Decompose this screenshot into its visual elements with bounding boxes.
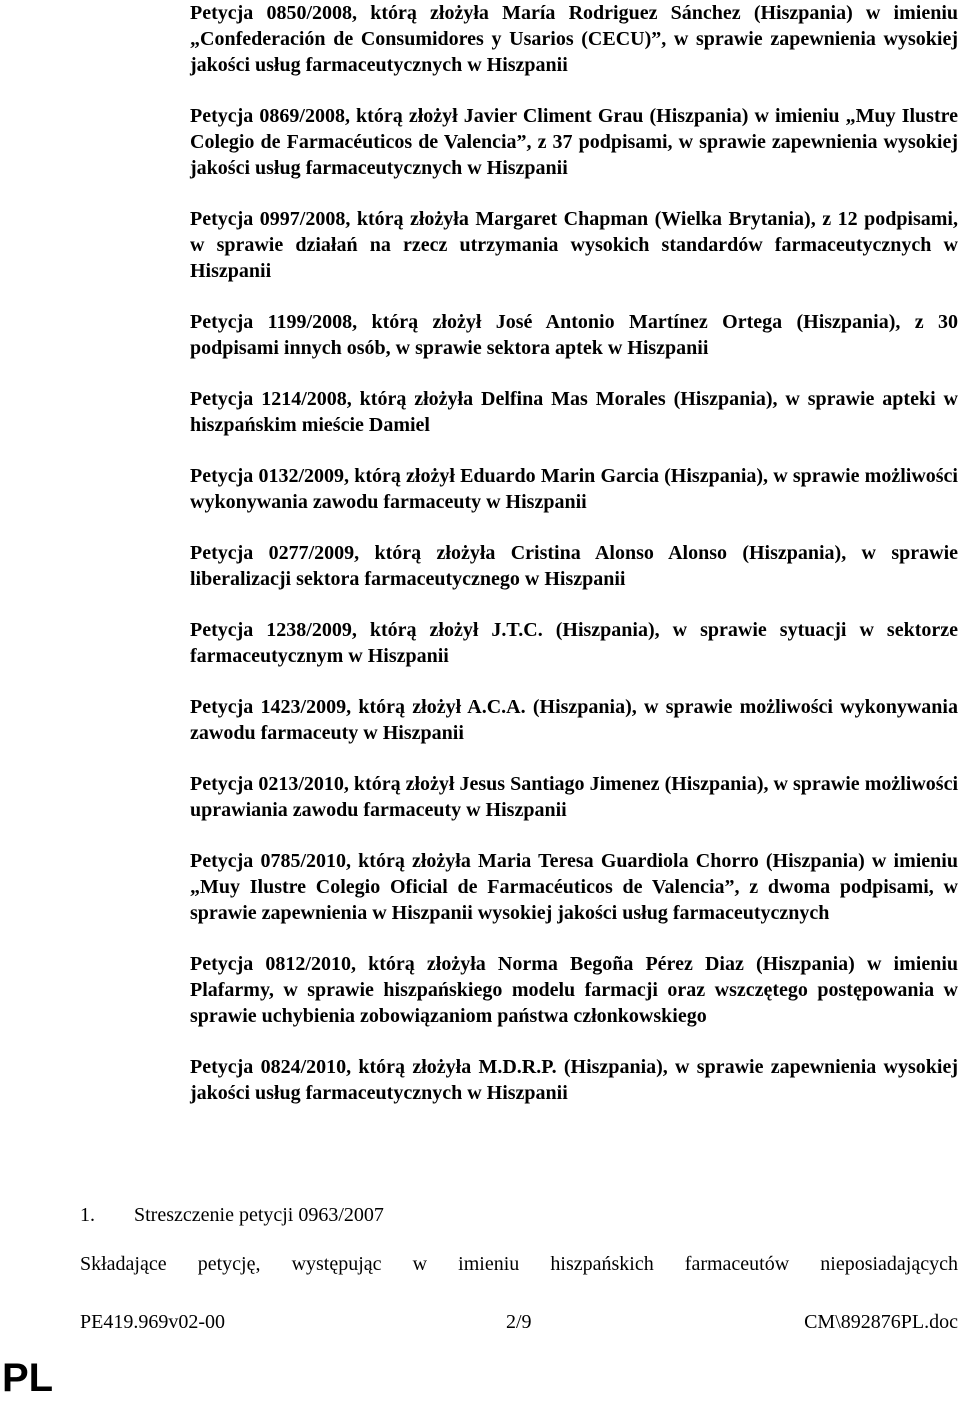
footer-doc-ref: PE419.969v02-00 (80, 1311, 225, 1333)
petition-item: Petycja 0869/2008, którą złożył Javier Climent Grau (Hiszpania) w imieniu „Muy Ilustre Colegio de Farmacéuticos de Valencia”, z 37 podpisami, w sprawie zapewnienia wysokiej jakości usług farmaceutycznych w Hiszpanii (190, 105, 958, 179)
petition-item: Petycja 0812/2010, którą złożyła Norma Begoña Pérez Diaz (Hiszpania) w imieniu Plafarmy, w sprawie hiszpańskiego modelu farmacji oraz wszczętego postępowania w sprawie uchybienia zobowiązaniom państwa członkowskiego (190, 953, 958, 1027)
petition-item: Petycja 1214/2008, którą złożyła Delfina Mas Morales (Hiszpania), w sprawie apteki w hiszpańskim mieście Damiel (190, 388, 958, 436)
language-code: PL (2, 1356, 54, 1400)
section-number: 1. (80, 1204, 95, 1226)
petition-list (190, 0, 958, 1131)
summary-paragraph: Składające petycję, występując w imieniu hiszpańskich farmaceutów nieposiadających (80, 1253, 958, 1275)
petition-item: Petycja 1423/2009, którą złożył A.C.A. (Hiszpania), w sprawie możliwości wykonywania zawodu farmaceuty w Hiszpanii (190, 696, 958, 744)
section-heading (80, 1202, 384, 1228)
petition-item: Petycja 0785/2010, którą złożyła Maria Teresa Guardiola Chorro (Hiszpania) w imieniu „Muy Ilustre Colegio Oficial de Farmacéuticos de Valencia”, z dwoma podpisami, w sprawie zapewnienia w Hiszpanii wysokiej jakości usług farmaceutycznych (190, 850, 958, 924)
petition-item: Petycja 0132/2009, którą złożył Eduardo Marin Garcia (Hiszpania), w sprawie możliwości wykonywania zawodu farmaceuty w Hiszpanii (190, 465, 958, 513)
petition-item: Petycja 1238/2009, którą złożył J.T.C. (Hiszpania), w sprawie sytuacji w sektorze farmaceutycznym w Hiszpanii (190, 619, 958, 667)
petition-item: Petycja 0213/2010, którą złożył Jesus Santiago Jimenez (Hiszpania), w sprawie możliwości uprawiania zawodu farmaceuty w Hiszpanii (190, 773, 958, 821)
petition-item: Petycja 0850/2008, którą złożyła María Rodriguez Sánchez (Hiszpania) w imieniu „Confederación de Consumidores y Usarios (CECU)”, w sprawie zapewnienia wysokiej jakości usług farmaceutycznych w Hiszpanii (190, 2, 958, 76)
page-footer (80, 1309, 958, 1335)
petition-item: Petycja 0277/2009, którą złożyła Cristina Alonso Alonso (Hiszpania), w sprawie liberalizacji sektora farmaceutycznego w Hiszpanii (190, 542, 958, 590)
footer-file-name: CM\892876PL.doc (804, 1311, 958, 1333)
petition-item: Petycja 0997/2008, którą złożyła Margaret Chapman (Wielka Brytania), z 12 podpisami, w sprawie działań na rzecz utrzymania wysokich standardów farmaceutycznych w Hiszpanii (190, 208, 958, 282)
section-title: Streszczenie petycji 0963/2007 (134, 1204, 384, 1226)
petition-item: Petycja 0824/2010, którą złożyła M.D.R.P. (Hiszpania), w sprawie zapewnienia wysokiej jakości usług farmaceutycznych w Hiszpanii (190, 1056, 958, 1104)
footer-page-number: 2/9 (506, 1311, 532, 1333)
petition-item: Petycja 1199/2008, którą złożył José Antonio Martínez Ortega (Hiszpania), z 30 podpisami innych osób, w sprawie sektora aptek w Hiszpanii (190, 311, 958, 359)
